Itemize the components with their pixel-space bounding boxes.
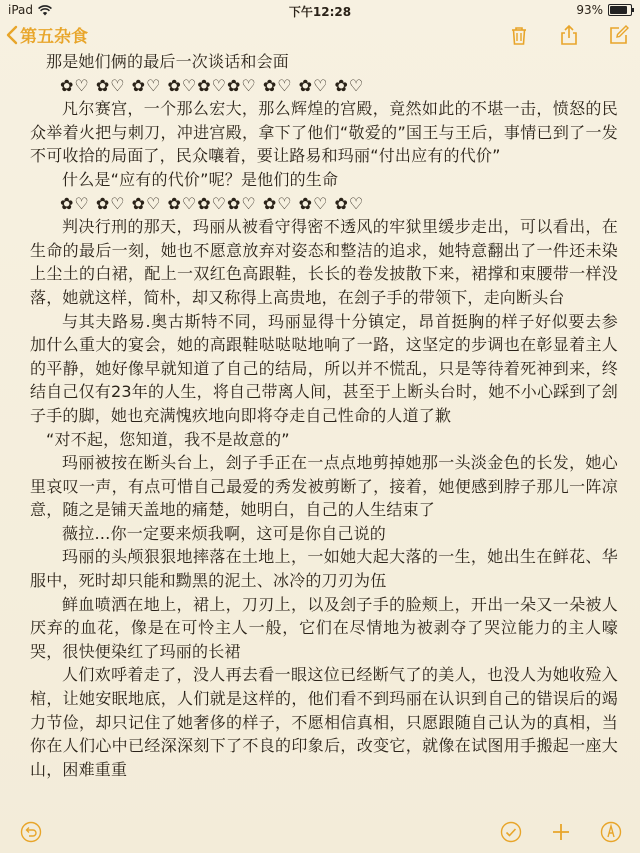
status-bar (0, 0, 640, 20)
share-icon[interactable] (558, 24, 580, 46)
undo-icon[interactable] (20, 821, 42, 843)
note-paragraph: 玛丽被按在断头台上，刽子手正在一点点地剪掉她那一头淡金色的长发，她心里哀叹一声，有点可惜自己最爱的秀发被剪断了，接着，她便感到脖子那儿一阵凉意，随之是铺天盖地的痛楚，她明白，自己的人生结束了 (30, 453, 618, 520)
chevron-left-icon (6, 25, 18, 45)
note-body[interactable] (30, 50, 618, 781)
note-paragraph: 判决行刑的那天，玛丽从被看守得密不透风的牢狱里缓步走出，可以看出，在生命的最后一刻，她也不愿意放弃对姿态和整洁的追求，她特意翻出了一件还未染上尘土的白裙，配上一双红色高跟鞋，长长的卷发披散下来，裙撑和束腰带一样没落，她就这样，简朴，却又称得上高贵地，在刽子手的带领下，走向断头台 (30, 217, 618, 307)
note-paragraph: 鲜血喷洒在地上，裙上，刀刃上，以及刽子手的脸颊上，开出一朵又一朵被人厌弃的血花，像是在可怜主人一般，它们在尽情地为被剥夺了哭泣能力的主人嚎哭，很快便染红了玛丽的长裙 (30, 594, 618, 661)
markup-icon[interactable] (600, 821, 622, 843)
note-paragraph: 什么是“应有的代价”呢？是他们的生命 (62, 169, 339, 189)
checklist-icon[interactable] (500, 821, 522, 843)
note-paragraph: 人们欢呼着走了，没人再去看一眼这位已经断气了的美人，也没人为她收殓入棺，让她安眠地底，人们就是这样的，他们看不到玛丽在认识到自己的错误后的竭力节俭，却只记住了她奢侈的样子，不愿相信真相，只愿跟随自己认为的真相，当你在人们心中已经深深刻下了不良的印象后，改变它，就像在试图用手搬起一座大山，困难重重 (30, 665, 618, 779)
add-icon[interactable] (550, 821, 572, 843)
clock: 下午12:28 (288, 5, 352, 19)
note-paragraph: 玛丽的头颅狠狠地摔落在土地上，一如她大起大落的一生，她出生在鲜花、华服中，死时却只能和黝黑的泥土、冰冷的刀刃为伍 (30, 547, 618, 591)
nav-bar (0, 20, 640, 52)
back-button[interactable] (6, 22, 88, 47)
trash-icon[interactable] (508, 24, 530, 46)
decorative-line: ✿♡ ✿♡ ✿♡ ✿♡✿♡✿♡ ✿♡ ✿♡ ✿♡ (60, 75, 365, 95)
battery-percent: 93% (576, 3, 603, 17)
note-paragraph: “对不起，您知道，我不是故意的” (46, 429, 290, 449)
decorative-line: ✿♡ ✿♡ ✿♡ ✿♡✿♡✿♡ ✿♡ ✿♡ ✿♡ (60, 193, 365, 213)
device-name: iPad (8, 3, 34, 17)
note-paragraph: 那是她们俩的最后一次谈话和会面 (46, 52, 290, 71)
back-label: 第五杂食 (20, 27, 88, 47)
bottom-toolbar (0, 811, 640, 853)
note-paragraph: 凡尔赛宫，一个那么宏大，那么辉煌的宫殿，竟然如此的不堪一击，愤怒的民众举着火把与刺刀，冲进宫殿，拿下了他们“敬爱的”国王与王后，事情已到了一发不可收拾的局面了，民众嚷着，要让路易和玛丽“付出应有的代价” (30, 99, 618, 166)
compose-icon[interactable] (608, 24, 630, 46)
note-paragraph: 与其夫路易.奥古斯特不同，玛丽显得十分镇定，昂首挺胸的样子好似要去参加什么重大的宴会，她的高跟鞋哒哒哒地响了一路，这坚定的步调也在彰显着主人的平静，她好像早就知道了自己的结局，所以并不慌乱，只是等待着死神到来，终结自己仅有23年的人生，将自己带离人间，甚至于上断头台时，她不小心踩到了刽子手的脚，她也充满愧疚地向即将夺走自己性命的人道了歉 (30, 311, 618, 425)
note-paragraph: 薇拉…你一定要来烦我啊，这可是你自己说的 (62, 523, 387, 543)
battery-icon (608, 4, 632, 16)
